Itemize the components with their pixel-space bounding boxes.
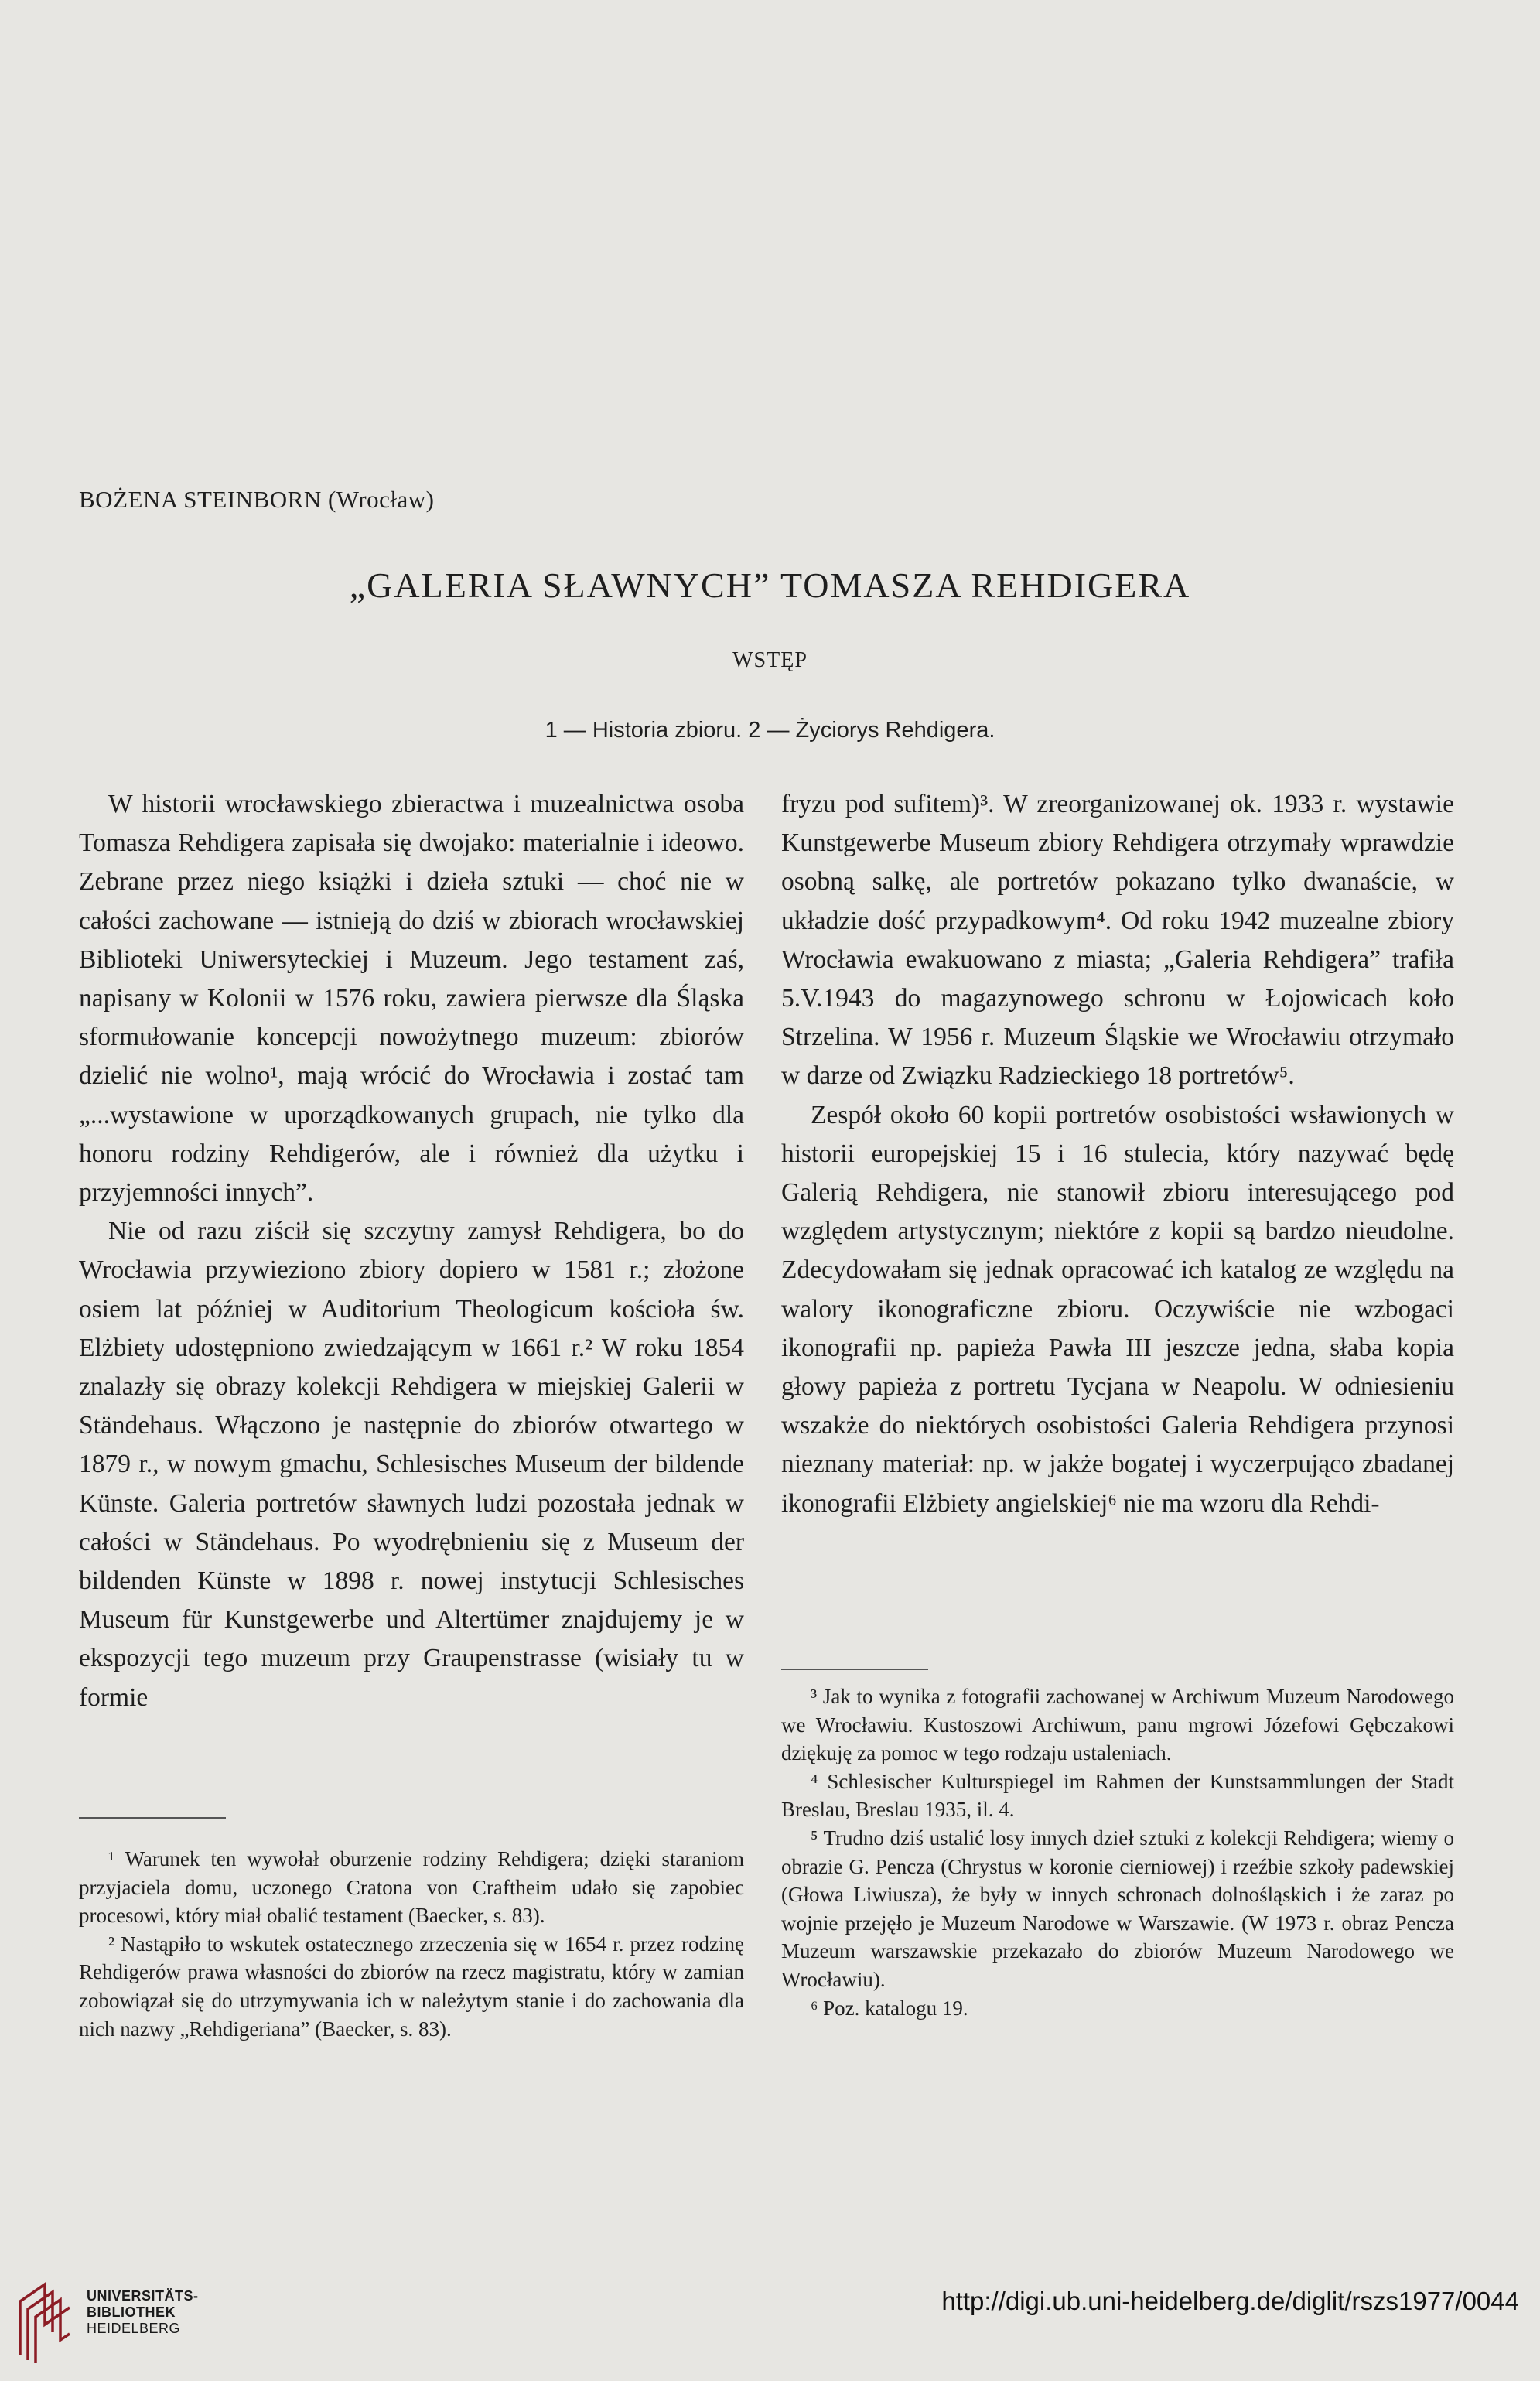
author-city: (Wrocław) [327,486,435,513]
section-contents: 1 — Historia zbioru. 2 — Życiorys Rehdigera. [545,718,995,743]
body-column-left [79,785,744,1717]
footnotes-right [781,1682,1454,2022]
footnotes-left [79,1845,744,2043]
paragraph: Zespół około 60 kopii portretów osobistości wsławionych w historii europejskiej 15 i 16 stulecia, który nazywać będę Galerią Rehdigera, nie stanowił zbioru interesującego pod względem artystycznym; niektóre z kopii są bardzo nieudolne. Zdecydowałam się jednak opracować ich katalog ze względu na walory ikonograficzne zbioru. Oczywiście nie wzbogaci ikonografii np. papieża Pawła III jeszcze jedna, słaba kopia głowy papieża z portretu Tycjana w Neapolu. W odniesieniu wszakże do niektórych osobistości Galeria Rehdigera przynosi nieznany materiał: np. w jakże bogatej i wyczerpująco zbadanej ikonografii Elżbiety angielskiej⁶ nie ma wzoru dla Rehdi- [781,1100,1454,1518]
library-line: HEIDELBERG [87,2321,181,2336]
footnote-divider [79,1817,226,1819]
ub-heidelberg-logo-icon [14,2278,76,2365]
footnote: ³ Jak to wynika z fotografii zachowanej w Archiwum Muzeum Narodowego we Wrocławiu. Kustoszowi Archiwum, panu mgrowi Józefowi Gębczakowi dziękuję za pomoc w tego rodzaju ustaleniach. [781,1685,1454,1765]
footnote: ⁵ Trudno dziś ustalić losy innych dzieł sztuki z kolekcji Rehdigera; wiemy o obrazie G. Pencza (Chrystus w koronie cierniowej) i rzeźbie szkoły padewskiej (Głowa Liwiusza), że były w innych schronach dolnośląskich i że zaraz po wojnie przejęło je Muzeum Narodowe w Warszawie. (W 1973 r. obraz Pencza Muzeum warszawskie przekazało do zbiorów Muzeum Narodowego we Wrocławiu). [781,1826,1454,1991]
paragraph: Nie od razu ziścił się szczytny zamysł Rehdigera, bo do Wrocławia przywieziono zbiory dopiero w 1581 r.; złożone osiem lat później w Auditorium Theologicum kościoła św. Elżbiety udostępniono zwiedzającym w 1661 r.² W roku 1854 znalazły się obrazy kolekcji Rehdigera w miejskiej Galerii w Ständehaus. Włączono je następnie do zbiorów otwartego w 1879 r., w nowym gmachu, Schlesisches Museum der bildende Künste. Galeria portretów sławnych ludzi pozostała jednak w całości w Ständehaus. Po wyodrębnieniu się z Museum der bildenden Künste w 1898 r. nowej instytucji Schlesisches Museum für Kunstgewerbe und Altertümer znajdujemy je w ekspozycji tego muzeum przy Graupenstrasse (wisiały tu w formie [79,1217,744,1712]
footnote: ⁶ Poz. katalogu 19. [811,1996,968,2020]
footnote: ¹ Warunek ten wywołał oburzenie rodziny Rehdigera; dzięki staraniom przyjaciela domu, uczonego Cratona von Craftheim udało się zapobiec procesowi, który miał obalić testament (Baecker, s. 83). [79,1847,744,1928]
paragraph: W historii wrocławskiego zbieractwa i muzealnictwa osoba Tomasza Rehdigera zapisała się dwojako: materialnie i ideowo. Zebrane przez niego książki i dzieła sztuki — choć nie w całości zachowane — istnieją do dziś w zbiorach wrocławskiej Biblioteki Uniwersyteckiej i Muzeum. Jego testament zaś, napisany w Kolonii w 1576 roku, zawiera pierwsze dla Śląska sformułowanie koncepcji nowożytnego muzeum: zbiorów dzielić nie wolno¹, mają wrócić do Wrocławia i zostać tam „...wystawione w uporządkowanych grupach, nie tylko dla honoru rodziny Rehdigerów, ale i również dla użytku i przyjemności innych”. [79,790,744,1208]
author-name: BOŻENA STEINBORN [79,486,322,513]
author-line [79,486,434,514]
source-url-link[interactable]: http://digi.ub.uni-heidelberg.de/diglit/rszs1977/0044 [941,2287,1519,2315]
section-heading: WSTĘP [732,648,808,672]
library-line: UNIVERSITÄTS- [87,2288,199,2304]
article-title: „GALERIA SŁAWNYCH” TOMASZA REHDIGERA [349,565,1191,605]
library-name [87,2288,199,2337]
body-column-right [781,785,1454,1523]
library-line: BIBLIOTHEK [87,2304,176,2320]
footnote: ² Nastąpiło to wskutek ostatecznego zrzeczenia się w 1654 r. przez rodzinę Rehdigerów prawa własności do zbiorów na rzecz magistratu, który w zamian zobowiązał się do utrzymywania ich w należytym stanie i do zachowania dla nich nazwy „Rehdigeriana” (Baecker, s. 83). [79,1932,744,2041]
paragraph: fryzu pod sufitem)³. W zreorganizowanej ok. 1933 r. wystawie Kunstgewerbe Museum zbiory Rehdigera otrzymały wprawdzie osobną salkę, ale portretów pokazano tylko dwanaście, w układzie dość przypadkowym⁴. Od roku 1942 muzealne zbiory Wrocławia ewakuowano z miasta; „Galeria Rehdigera” trafiła 5.V.1943 do magazynowego schronu w Łojowicach koło Strzelina. W 1956 r. Muzeum Śląskie we Wrocławiu otrzymało w darze od Związku Radzieckiego 18 portretów⁵. [781,790,1454,1091]
footnote: ⁴ Schlesischer Kulturspiegel im Rahmen der Kunstsammlungen der Stadt Breslau, Breslau 1935, il. 4. [781,1769,1454,1822]
footnote-divider [781,1669,928,1670]
